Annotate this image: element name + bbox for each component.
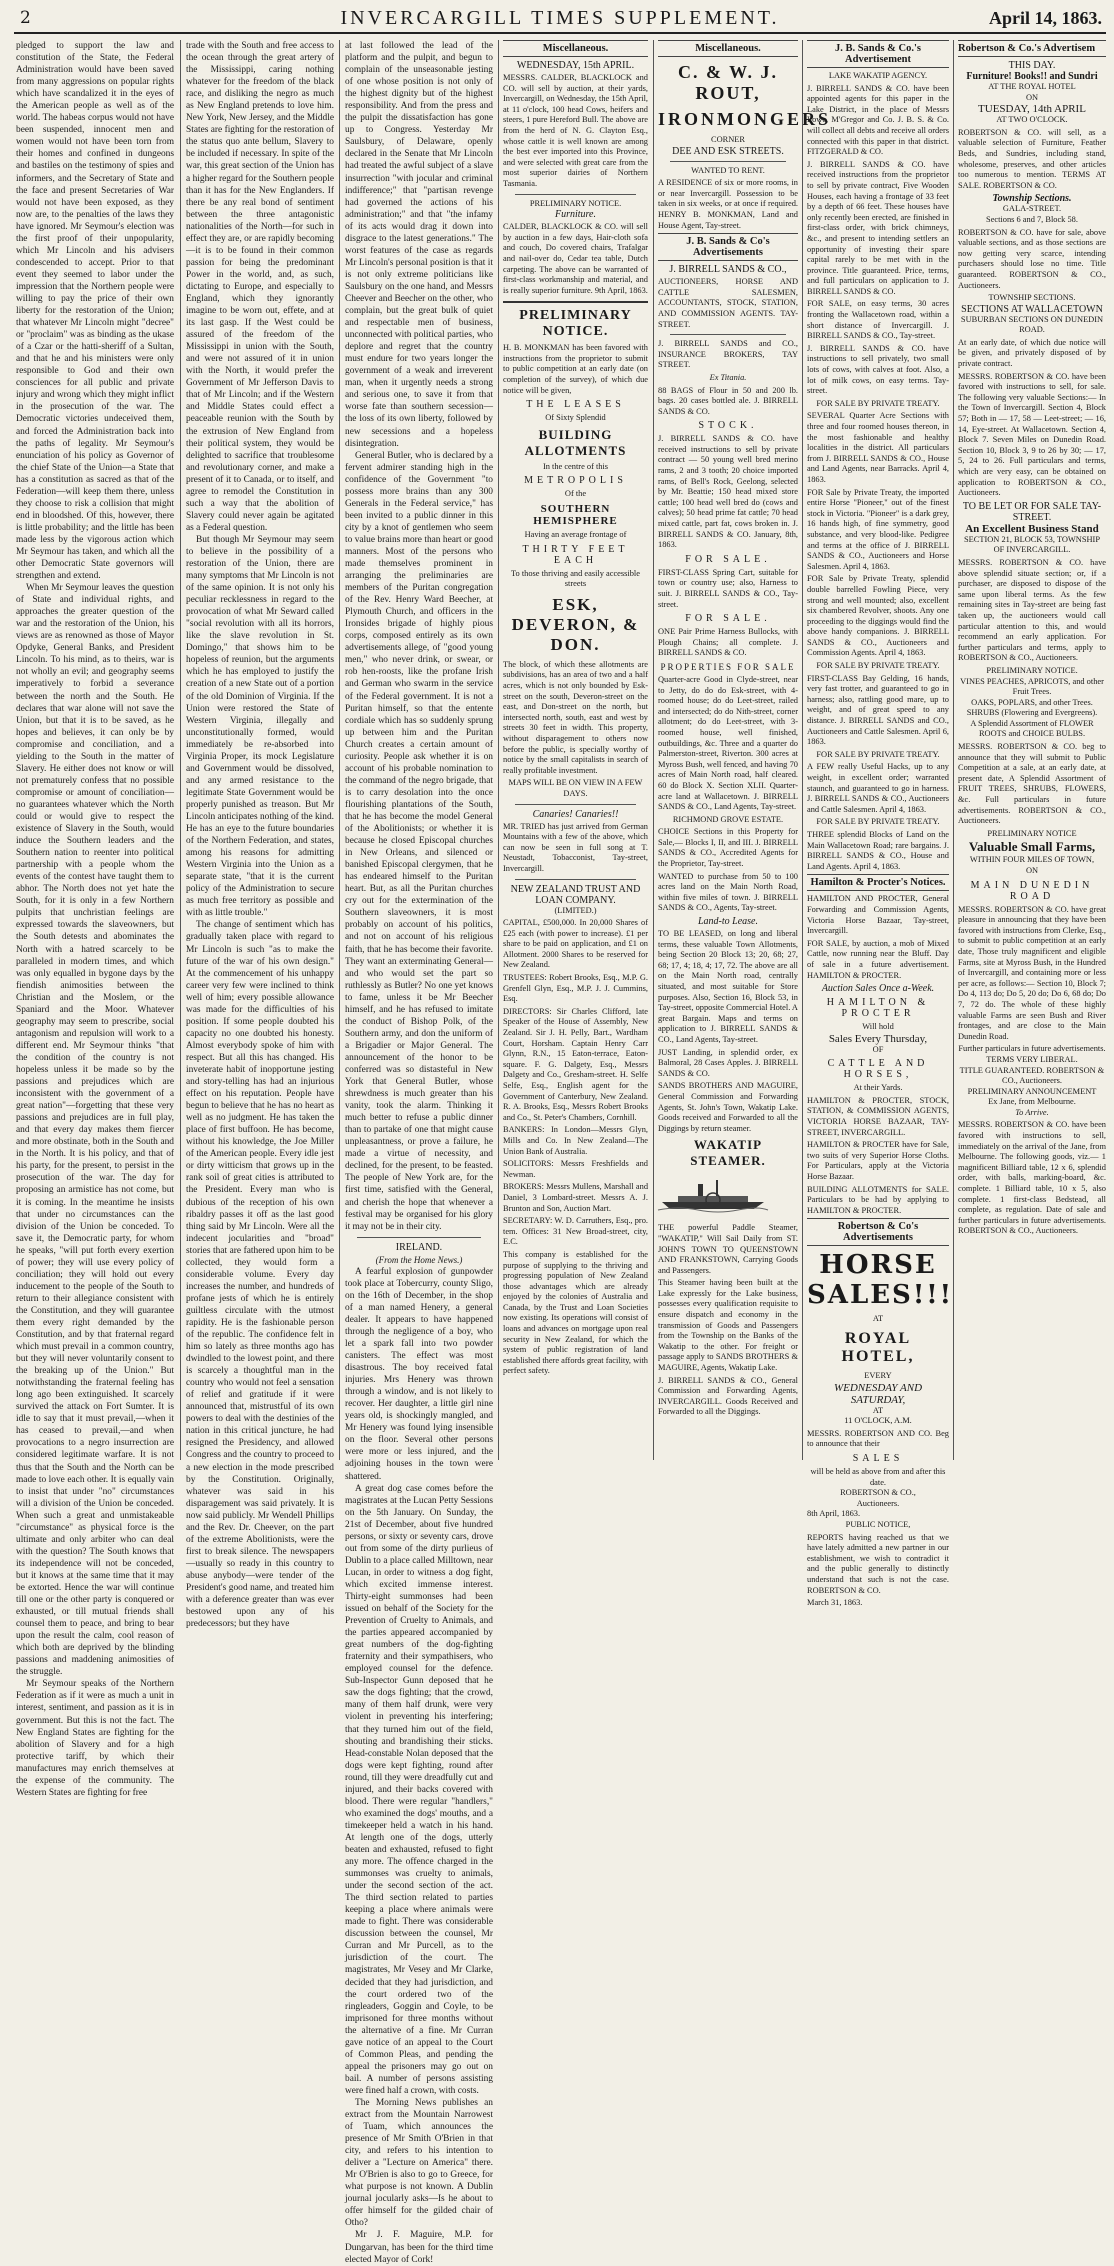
column-2 [186,40,334,1630]
ad-heading: SOUTHERN HEMISPHERE [533,503,618,528]
ad-line: OF [872,1044,884,1054]
column-rule [953,40,954,1460]
ad-text: HAMILTON AND PROCTER, General Forwarding and Commission Agents, Victoria Horse Bazaar, Tay-street, Invercargill. [807,894,949,936]
ad-heading: LAKE WAKATIP AGENCY. [828,71,928,80]
ad-heading: An Excellent Business Stand [965,522,1099,535]
column-3 [345,40,493,2265]
ad-line: AT [872,1405,884,1415]
ad-heading: C. & W. J. ROUT, [677,62,778,103]
paragraph: The Morning News publishes an extract from the Mountain Narrowest of Tuam, which announces the presence of Mr Smith O'Brien in that city, and refers to his intention to deliver a "Lecture on America" there. Mr O'Brien is also to go to Greece, for what purpose is not known. A Dublin journal jocularly asks—Is he about to offer himself for the gilded chair of Otho? [345,2097,493,2229]
section-heading: Miscellaneous. [503,40,648,57]
ad-text: SOLICITORS: Messrs Freshfields and Newman. [503,1159,648,1179]
ad-text: CHOICE Sections in this Property for Sale,— Blocks I, II, and III. J. BIRRELL SANDS & CO., Accredited Agents for the Proprietor, Tay-street. [658,827,798,869]
ad-text: JUST Landing, in splendid order, ex Balmoral, 28 Cases Apples. J. BIRRELL SANDS & CO. [658,1047,798,1078]
notice-heading: PRELIMINARY NOTICE. [519,308,632,340]
paragraph: Mr Seymour speaks of the Northern Federation as if it were as much a unit in interest, sentiment, and passion as it is in government. But this is not the fact. The New England States are fighting for the abolition of Slavery and for a high protective tariff, by which their manufactures may enrich themselves at the expense of the community. The Western States are fighting for free [16,1679,174,1798]
column-6 [807,40,954,1608]
ad-heading: CATTLE AND HORSES, [827,1058,929,1081]
ad-line: (LIMITED.) [554,905,597,915]
ad-text: ROBERTSON & CO. have for sale, above valuable sections, and as those sections are now getting very scarce, intending purchasers should lose no time. Title guaranteed. ROBERTSON & CO., Auctioneers. [958,227,1106,290]
ad-heading: SALES [852,1452,904,1464]
column-7 [958,40,1106,1460]
divider [515,879,636,880]
ad-text: FOR Sale by Private Treaty, splendid double barrelled Fowling Piece, very strong and well mounted; also, excellent six chambered Revolver, shoots. Any one proceeding to the diggings would find the above handy companions. J. BIRRELL SANDS & CO., Auctioneers and Commission Agents. April 4, 1863. [807,574,949,658]
ad-heading: FOR SALE. [685,553,771,565]
ad-heading: WEDNESDAY AND SATURDAY, [833,1381,923,1406]
ad-text: FIRST-CLASS Spring Cart, suitable for town or country use; also, Harness to suit. J. BIRRELL SANDS & CO., Tay-street. [658,567,798,609]
ad-heading: J. BIRRELL SANDS & CO., [669,264,787,276]
ad-heading: METROPOLIS [524,475,627,487]
ad-heading: FOR SALE BY PRIVATE TREATY. [816,749,940,759]
ad-text: WANTED to purchase from 50 to 100 acres land on the Main North Road, within five miles of town. J. BIRRELL SANDS & CO., Agents, Tay-street. [658,871,798,913]
ad-heading: PRELIMINARY NOTICE [987,828,1077,838]
ad-text: ROBERTSON & CO. will sell, as a valuable selection of Furniture, Feather Beds, and Sundries, including stand, wholesome, preserves, and other articles too numerous to mention. TERMS AT SALE. ROBERTSON & CO. [958,127,1106,190]
ad-line: MAPS WILL BE ON VIEW IN A FEW DAYS. [508,778,643,798]
column-rule [180,40,181,1460]
ad-text: A FEW really Useful Hacks, up to any weight, in excellent order; warranted staunch, and guaranteed to go in harness. J. BIRRELL SANDS & CO., Auctioneers and Cattle Salesmen. April 4, 1863. [807,762,949,814]
ad-text: MESSRS. ROBERTSON & CO. beg to announce that they will submit to Public Competition at a sale, at an early date, at present date, A Splendid Assortment of FRUIT TREES, SHRUBS, FLOWERS, &c. Full particulars in future advertisements. ROBERTSON & CO., Auctioneers. [958,742,1106,826]
ad-line: OAKS, POPLARS, and other Trees. [971,697,1093,707]
ad-heading: SUBURBAN SECTIONS ON DUNEDIN ROAD. [960,314,1104,335]
ad-heading: FOR SALE. [685,613,771,625]
ad-heading: PRELIMINARY ANNOUNCEMENT [967,1086,1097,1096]
ad-text: HAMILTON & PROCTER have for Sale, two suits of very Superior Horse Cloths. For Particulars, apply at the Victoria Horse Bazaar. [807,1140,949,1182]
column-rule [802,40,803,1460]
ad-text: TRUSTEES: Robert Brooks, Esq., M.P. G. Grenfell Glyn, Esq., M.P. J. J. Cummins, Esq. [503,973,648,1004]
ad-text: This company is established for the purpose of supplying to the thriving and progressing population of New Zealand those advantages which are already enjoyed by the colonies of Australia and Canada, by the Trust and Loan Societies now existing. Its operations will consist of loans and advances on mortgage upon real security in New Zealand, for which the system of public registration of land established there affords great facility, with perfect safety. [503,1249,648,1376]
ad-text: FOR SALE, on easy terms, 30 acres fronting the Wallacetown road, within a short distance of Invercargill. J. BIRRELL SANDS & CO., Tay-street. [807,299,949,341]
ad-text: HAMILTON & PROCTER, STOCK, STATION, & COMMISSION AGENTS, VICTORIA HORSE BAZAAR, TAY-STREET, INVERCARGILL. [807,1095,949,1137]
divider [357,1237,481,1238]
ad-line: WITHIN FOUR MILES OF TOWN, [969,855,1095,865]
ad-heading: PROPERTIES FOR SALE [660,661,796,672]
ad-text: J. BIRRELL SANDS & CO. have received instructions to sell by private contract — 50 young well bred merino rams, 2 and 3 tooth; 20 choice imported rams, of Bell's Rock, Geelong, selected by Mr. Beattie; 150 head mixed store cattle; 100 head well bred do (cows and calves); 50 head prime fat cattle; 70 head mixed cattle, part fat, cows broken in. J. BIRRELL SANDS & CO. January, 8th, 1863. [658,434,798,550]
ad-text: The block, of which these allotments are subdivisions, has an area of two and a half acres, which is not only bounded by Esk-street on the south, Deveron-street on the east, and Don-street on the north, but intersected north, south, east and west by streets 30 feet in width. This property, without disparagement to others now before the public, is specially worthy of notice by the small capitalists in search of really profitable investment. [503,659,648,775]
ad-heading: WAKATIP STEAMER. [690,1137,766,1169]
ad-text: MESSRS. CALDER, BLACKLOCK and CO. will sell by auction, at their yards, Invercargill, on Wednesday, the 15th April, at 11 o'clock, 100 head Cows, heifers and steers, 1 pure Hereford Bull. The above are from the herd of N. G. Clayton Esq., whose cattle it is well known are among the best ever imported into this Province, and were selected with great care from the most superior dairies of Northern Tasmania. [503,73,648,188]
newspaper-title: INVERCARGILL TIMES SUPPLEMENT. [340,7,780,29]
ad-heading: Valuable Small Farms, [968,839,1096,855]
ad-text: FOR SALE, by auction, a mob of Mixed Cattle, now running near the Bluff. Day of sale in a future advertisement. HAMILTON & PROCTER. [807,938,949,980]
ad-text: CALDER, BLACKLOCK & CO. will sell by auction in a few days, Hair-cloth sofa and couch, Do covered chairs, Trafalgar and nail-over do, Cedar tea table, Dutch carpeting. The above can be warranted of first-class workmanship and material, and is really superior furniture. 9th April, 1863. [503,222,648,295]
ad-line: Ex Titania. [709,372,747,382]
ad-text: BANKERS: In London—Messrs Glyn, Mills and Co. In New Zealand—The Union Bank of Australia. [503,1125,648,1156]
column-4 [503,40,648,1460]
ad-heading: PUBLIC NOTICE, [845,1519,911,1529]
ad-text: REPORTS having reached us that we have lately admitted a new partner in our establishment, we wish to contradict it and the public generally to distinctly understand that such is not the case. ROBERTSON & CO. [807,1532,949,1595]
ad-text: J. BIRRELL SANDS and CO., INSURANCE BROKERS, TAY STREET. [658,339,798,370]
ad-text: SEVERAL Quarter Acre Sections with three and four roomed houses thereon, in the most fashionable and healthy localities in the district. All particulars from J. BIRRELL SANDS & CO., House and Land Agents, near Barracks. April 4, 1863. [807,411,949,484]
ad-line: EVERY [864,1371,892,1380]
column-5 [658,40,832,1460]
section-heading: J. B. Sands & Co's Advertisements [658,233,798,261]
ad-text: A RESIDENCE of six or more rooms, in or near Invercargill. Possession to be taken in six weeks, or at once if required. HENRY B. MONKMAN, Land and House Agent, Tay-street. [658,178,798,230]
ad-line: To Arrive. [1015,1107,1049,1117]
ad-heading: FOR SALE BY PRIVATE TREATY. [816,661,940,671]
ad-text: FOR Sale by Private Treaty, the imported entire Horse "Pioneer," out of the finest stock in Victoria. "Pioneer" is a dark grey, 16 hands high, of fine symmetry, good substance, and very blood-like. Pedigree and terms at the office of J. BIRRELL SANDS & CO., Auctioneers and Horse Salesmen. April 4, 1863. [807,487,949,571]
ad-heading: Auction Sales Once a-Week. [821,983,935,995]
sale-date: WEDNESDAY, 15th APRIL. [516,60,635,71]
notice-heading: PRELIMINARY NOTICE. [529,198,622,208]
ad-heading: ROYAL HOTEL, [841,1330,915,1365]
paragraph: at last followed the lead of the platform and the pulpit, and begun to complain of the unseasonable jesting of one whose position is not only of the highest dignity but of the highest responsibility. And from the press and the pulpit the dissatisfaction has gone up to Congress. Yesterday Mr Saulsbury, of Delaware, openly declared in the Senate that Mr Lincoln had treated the awful subject of a slave insurrection "with jocular and criminal indifference;" that "partisan revenge had governed the actions of his administration;" and that "the infamy of its acts would drag it down into disgrace to the latest generations." The worst features of the case as regards Mr Lincoln's personal position is that it is not only extreme politicians like Saulsbury on the one hand, and Messrs Cheever and Beecher on the other, who complain, but the great bulk of quiet and respectable men of business, unconnected with political parties, who deplore and regret that the country must endure for two years longer the government of a weak and irreverent man, when it urgently needs a strong and serious one, to save it from that worse fate than southern secession—the loss of its own liberty, followed by new secessions and a hopeless disintegration. [345,41,493,449]
ad-line: 8th April, 1863. [807,1509,861,1519]
ad-heading: Sales Every Thursday, [828,1032,928,1045]
ad-heading: WANTED TO RENT. [691,165,765,175]
ad-heading: Land-to Lease. [698,916,758,928]
section-heading: Robertson & Co's Advertisements [807,1218,949,1246]
issue-date: April 14, 1863. [988,8,1102,28]
column-rule [498,40,499,1460]
ad-heading: FOR SALE BY PRIVATE TREATY. [816,398,940,408]
notice-subheading: Furniture. [554,209,596,221]
divider [515,194,636,195]
ad-heading: Township Sections. [992,193,1072,205]
page-number: 2 [20,8,31,28]
ad-text: THREE splendid Blocks of Land on the Main Wallacetown Road; rare bargains. J. BIRRELL SANDS & CO., House and Land Agents. April 4, 1863. [807,829,949,871]
ad-line: Having an average frontage of [524,530,627,540]
section-heading: J. B. Sands & Co.'s Advertisement [807,40,949,68]
ad-text: FIRST-CLASS Bay Gelding, 16 hands, very fast trotter, and guaranteed to go in harness; also, rattling good mare, up to weight, and of great speed to any distance. J. BIRRELL SANDS and CO., Auctioneers and Cattle Salesmen. April 6, 1863. [807,673,949,747]
ad-line: Sections 6 and 7, Block 58. [986,214,1078,224]
ad-text: J. BIRRELL SANDS & CO. have instructions to sell privately, two small lots of cows, with calves at foot. Also, a lot of milk cows, on easy terms. Tay-street. [807,343,949,396]
ad-text: This Steamer having been built at the Lake expressly for the Lake business, possesses every qualification requisite to ensure dispatch and economy in the transmission of Goods and Passengers from the Township on the Banks of the Wakatip to the other. For freight or passage apply to SANDS BROTHERS & MAGUIRE, Agents, Wakatip Lake. [658,1278,798,1373]
ad-text: MESSRS. ROBERTSON AND CO. Beg to announce that their [807,1428,949,1449]
ad-text: CAPITAL, £500,000. In 20,000 Shares of £25 each (with power to increase). £1 per share to be paid on application, and £1 on Allotment. 2000 Shares to be reserved for New Zealand. [503,918,648,970]
ad-heading: TOWNSHIP SECTIONS. [988,293,1076,303]
ad-text: J. BIRRELL SANDS & CO., General Commission and Forwarding Agents, INVERCARGILL. Goods Received and Forwarded to all the Diggings. [658,1375,798,1417]
paragraph: General Butler, who is declared by a fervent admirer standing high in the confidence of the Government "to possess more brains than any 300 Generals in the Federal service," has been invited to a public dinner in this city by a knot of gentlemen who seem to value brains more than heart or good manners. Most of the persons who made themselves prominent in arranging the preliminaries are members of the Puritan congregation of the Rev. Henry Ward Beecher, at Plymouth Church, and officers in the Ironsides brigade of highly pious corps, composed entirely as its own advertisements allege, of "good young men," who never drink, or swear, or rob hen-roosts, like the profane Irish and German who swarm in the service of the Federal government. It is not a Puritan himself, so that the entente cordiale which has so suddenly sprung up between him and the Puritan Church creates a certain amount of curiosity. People ask whether it is on account of his probable nomination to the command of the negro brigade, that is to carry desolation into the once flourishing plantations of the South, that he has become the model General of the Abolitionists; or whether it is because he closed Episcopal churches in New Orleans, and silenced or banished Episcopal clergymen, that he has endeared himself to the Puritan heart. But, as all the Puritan churches cry out for the extermination of the Southern slaveowners, it is most probably on account of his politics, and not on account of his religious faith, that he has become their favorite. They want an exterminating General—and who would set the part so ruthlessly as Butler? No one yet knows to fame, unless it be Mr Beecher himself, and he has refused to imitate the conduct of Bishop Polk, of the Southern army, and don the uniform of a Brigadier or Major General. The announcement of the honor to be conferred was so distasteful in New York that General Butler, whose shrewdness is much greater than his vanity, took the alarm. Thinking it much better to refuse a public dinner than to partake of one that might cause unpleasantness, or prove a failure, he made a virtue of necessity, and declined, for the present, to be feasted. The people of New York are, for the first time, satisfied with the General, and cherish the hope that whenever a festival may be organised for his glory it may not be in their city. [345,450,493,1232]
ireland-source: (From the Home News.) [375,1254,463,1265]
divider [670,334,786,335]
paragraph: Mr J. F. Maguire, M.P. for Dungarvan, has been for the third time elected Mayor of Cork! [345,2230,493,2265]
ad-line: ON [1025,92,1039,102]
ad-heading: SECTIONS AT WALLACETOWN [961,303,1103,315]
ad-text: ONE Pair Prime Harness Bullocks, with Plough Chains; all complete. J. BIRRELL SANDS & CO. [658,627,798,658]
ad-line: Ex Jane, from Melbourne. [988,1097,1076,1107]
ad-heading: THIS DAY. [1008,60,1056,71]
ad-line: A Splendid Assortment of FLOWER ROOTS and CHOICE BULBS. [970,718,1094,739]
ad-line: Will hold [862,1022,894,1032]
ad-heading: FOR SALE BY PRIVATE TREATY. [816,817,940,827]
ad-text: SANDS BROTHERS AND MAGUIRE, General Commission and Forwarding Agents, St. John's Town, Wakatip Lake. Goods received and Forwarded to all the Diggings by return steamer. [658,1081,798,1133]
section-heading: Robertson & Co.'s Advertisem [958,40,1106,57]
ad-text: 88 BAGS of Flour in 50 and 200 lb. bags. 20 cases bottled ale. J. BIRRELL SANDS & CO. [658,385,798,416]
ad-text: MR. TRIED has just arrived from German Mountains with a few of the above, which can now be seen in full song at T. Neustadt, Tobacconist, Tay-street, Invercargill. [503,821,648,873]
masthead [14,6,1106,34]
ad-line: CORNER [711,135,745,144]
ad-heading: STOCK. [698,420,758,432]
ad-heading: HORSE SALES!!! [807,1250,954,1311]
ad-line: will be held as above from and after this date. [810,1466,946,1487]
ad-heading: THIRTY FEET EACH [522,543,629,566]
ad-line: ROBERTSON & CO., [840,1488,916,1498]
ad-text: BUILDING ALLOTMENTS for SALE. Particulars to be had by applying to HAMILTON & PROCTER. [807,1184,949,1215]
divider [503,301,648,303]
ad-heading: RICHMOND GROVE ESTATE. [672,814,784,824]
leases-heading: THE LEASES [526,399,625,411]
paragraph: trade with the South and free access to the ocean through the great artery of the Mississippi, caring nothing whatever for the freedom of the black race, and disliking the negro as much as New England pretends to love him. New York, New Jersey, and the Middle States are fighting for the restoration of the status quo ante bellum, Slavery to be included if necessary. In spite of the war, this great section of the Union has a higher regard for the Southern people than it has for the New Englanders. If there be any real bond of sentiment between the three antagonistic nationalities of the North—for such in effect they are, or are rapidly becoming—it is to be found in their common passion for being the predominant Power in the world, and, as such, dictating to Europe, and especially to England, which they ignorantly imagine to be worn out, effete, and at its last gasp. If the West could be assured of the freedom of the Mississippi in union with the South, and were not assured of it in union with the North, it would prefer the Government of Mr Jefferson Davis to that of Mr Lincoln; and if the Western and Middle States could effect a peaceable reunion with the South by the extrusion of New England from their political system, they would be delighted to sacrifice that troublesome and revolutionary corner, and make a present of it to Canada, or to itself, and agree to remodel the Constitution in such a way that the abolition of Slavery could never again be agitated as a Federal question. [186,41,334,533]
column-rule [653,40,654,1460]
ad-line: 11 O'CLOCK, A.M. [844,1416,912,1426]
ad-text: MESSRS. ROBERTSON & CO. have great pleasure in announcing that they have been favored with instructions from Clerke, Esq., to submit to public competition at an early date, Those truly magnificent and eligible Farms, site at Myross Bush, in the Hundred of Invercargill, and containing more or less per acre, as follows:— Section 10, Block 7; Do 4, 113 do; Do 5, 20 do; Do 6, 68 do; Do 7, 72 do. The whole of these highly valuable Farms are seen Bush and River frontages, and are close to the Main Dunedin Road. [958,904,1106,1041]
paragraph: pledged to support the law and constitution of the State, the Federal Administration would have been saved from many aggressions on popular rights which have scandalized it in the eyes of the American people as well as of the world. The habeas corpus would not have been suspended, innocent men and women would not have been torn from their homes and confined in dungeons and bastiles on the testimony of spies and informers, and the Secretary of State and the face and present Secretaries of War would not have been exposed, as they now are, to the penalties of the laws they have ignored. Mr Seymour's election was the first proof of their unpopularity, which Mr Lincoln and his advisers condescended to accept. Prior to that event they seemed to labor under the impression that the Northern people were willing to pay the price of their own liberty for the restoration of the Union; that whatever Mr Lincoln might "decree" or "proclaim" was as binding as the ukase of a Czar or the hatti-sheriff of a Sultan, and that he and his ministers were only responsible to God and their own consciences for all public and private injury and wrong which they might inflict in the prosecution of the war. The Democratic victories undeceived them, and forced the Administration back into the paths of legality. Mr Seymour's enunciation of his policy as Governor of the chief State of the Union—a State that has a constitution as sacred as that of the Federation—will keep them there, unless they choose to risk a collision that might end in bloodshed. Of this, however, there is little probability; and the little has been made less by the vigorous action which Mr Seymour has taken, and which all the other Democratic State governors will strengthen and extend. [16,41,174,582]
ad-line: Further particulars in future advertisements. [958,1044,1106,1054]
ad-text: Quarter-acre Good in Clyde-street, near to Jetty, do do do Esk-street, with 4-roomed house; do do Leet-street, railed and intersected; do do Nith-street, corner allotment; do do Leet-street, with 3-roomed house, well finished, outbuildings, &c. Three and a quarter do Palmerston-street, Riverton. 300 acres at Myross Bush, well fenced, and having 70 acres of Main North road, half cleared. 60 do Block X. Section XLII. Quarter-acre land at Wallacetown. J. BIRRELL SANDS & CO., Land Agents, Tay-street. [658,674,798,812]
ad-line: Auctioneers. [856,1498,900,1508]
ad-text: THE powerful Paddle Steamer, "WAKATIP," Will Sail Daily from ST. JOHN'S TOWN TO QUEENSTOWN AND FRANKSTOWN, Carrying Goods and Passengers. [658,1223,798,1275]
ad-text: MESSRS. ROBERTSON & CO. have above splendid situate section; or, if a purchaser, are disposed to dispose of the same upon liberal terms. As the few remaining sites in Tay-street are being fast taken up, the auctioneers would call particular attention to this, and would recommend an early application. For further particulars and terms, apply to ROBERTSON & CO., Auctioneers. [958,557,1106,663]
ad-line: March 31, 1863. [807,1598,863,1608]
ad-line: AT [872,1314,884,1324]
section-heading: Hamilton & Procter's Notices. [807,874,949,891]
ad-line: VINES PEACHES, APRICOTS, and other Fruit Trees. [960,676,1104,697]
ad-line: GALA-STREET. [1002,204,1062,214]
ad-text: SECRETARY: W. D. Carruthers, Esq., pro. tem. Offices: 31 New Broad-street, city, E.C. [503,1216,648,1247]
section-heading: Miscellaneous. [658,40,798,57]
ad-text: BROKERS: Messrs Mullens, Marshall and Daniel, 3 Lombard-street. Messrs A. J. Brunton and Son, Auction Mart. [503,1182,648,1213]
ad-line: TITLE GUARANTEED. ROBERTSON & CO., Auctioneers. [959,1065,1105,1086]
ad-heading: HAMILTON & PROCTER [826,997,930,1020]
paragraph: The change of sentiment which has gradually taken place with regard to Mr Lincoln is such "as to make the future of the war of his own design." At the commencement of his unhappy career very few were inclined to think well of him; every possible allowance was made for the difficulties of his position. If some people doubted his capacity no one doubted his honesty. Almost everybody spoke of him with respect. But all this has changed. His inveterate habit of inopportune jesting and story-telling has had an injurious effect on his reputation. People have begun to believe that he has no heart as well as no judgment. He has taken the place of first buffoon. He has become, without his knowledge, the Joe Miller of the American people. Every idle jest or dirty witticism that grows up in the rank soil of great cities is attributed to the President. Every man who is dubious of the reception of his own ribaldry passes it off as the last good thing said by Mr Lincoln. Were all the indecent jocularities and "broad" stories that are fathered upon him to be collected, they would form a considerable volume. Every day increases the number, and hundreds of profane jests of which he is entirely guiltless circulate with the utmost rapidity. He is the fashionable person of the republic. The confidence felt in him so lately as three months ago has dwindled to the lowest point, and there is scarcely a thoughtful man in the country who would not feel a sensation of relief and gratitude if it were announced that, mistrustful of its own powers to deal with the destinies of the nation in this critical juncture, he had resigned the Presidency, and allowed Congress and the country to proceed to a new election in the mode prescribed by the Constitution. Originally, whatever was said in his disparagement was said privately. It is now said publicly. Mr Wendell Phillips and the Rev. Dr. Cheever, on the part of the extreme Abolitionists, were the first to break silence. The newspapers—usually so ready in this country to abuse anybody—were tender of the President's good name, and treated him with a deference greater than was ever bestowed upon any of his predecessors; but they have [186,920,334,1630]
ad-text: TO BE LEASED, on long and liberal terms, these valuable Town Allotments, being Section 20 Block 13; 20, 68; 27, 68; 17, 4; 18, 4; 17, 72. The above are all on the Main North road, centrally situated, and most suitable for Store purposes. Also, Section 16, Block 53, in Tay-street, opposite Commercial Hotel. A great Bargain. Maps and terms on application to J. BIRRELL SANDS & CO., Land Agents, Tay-street. [658,929,798,1044]
ad-heading: BUILDING ALLOTMENTS [524,426,627,458]
ad-heading: MAIN DUNEDIN ROAD [970,879,1094,902]
ad-text: J. BIRRELL SANDS & CO. have been appointed agents for this paper in the Lake District, in the place of Messrs Lowe, M'Gregor and Co. J. B. S. & Co. will collect all debts and receive all orders connected with this paper in that district. FITZGERALD & CO. [807,83,949,157]
ad-line: Of the [564,489,587,499]
ad-line: Of Sixty Splendid [545,413,606,423]
steamer-illustration [658,1176,768,1212]
ad-line: AT THE ROYAL HOTEL [988,82,1076,91]
ad-text: MESSRS. ROBERTSON & CO. have been favored with instructions to sell, for sale. The following very valuable Sections:— In the Town of Invercargill. Section 4, Block 57; Both in — 17, 58 — Leet-street; — 16, 14, Eye-street. At Wallacetown. Section 4, Block 7. Seven Miles on Dunedin Road. Section 10, Block 3, 9 to 26 by 30; — 17, 5, 24 to 26. Full particulars and terms, which are very easy, can be obtained on application to ROBERTSON & CO., Auctioneers. [958,371,1106,498]
ad-heading: ESK, DEVERON, & DON. [511,594,640,654]
ad-heading: Furniture! Books!! and Sundri [966,71,1098,82]
ad-text: MESSRS. ROBERTSON & CO. have been favored with instructions to sell, immediately on the arrival of the Jane, from Melbourne. The following goods, viz.— 1 magnificent Billiard table, 12 x 6, splendid order, with balls, marking-board, &c. complete. 1 Billiard table, 10 x 5, also complete. 1 first-class Bedstead, all complete, as regulation. Date of sale and further particulars in future advertisements. ROBERTSON & CO., Auctioneers. [958,1120,1106,1236]
ad-text: AUCTIONEERS, HORSE AND CATTLE SALESMEN, ACCOUNTANTS, STOCK, STATION, AND COMMISSION AGENTS. TAY-STREET. [658,277,798,329]
ad-line: At their Yards. [853,1083,903,1093]
ad-heading: TO BE LET OR FOR SALE TAY-STREET. [962,500,1102,523]
ad-text: J. BIRRELL SANDS & CO. have received instructions from the proprietor to sell by private contract, Five Wooden Houses, each having a frontage of 33 feet by a depth of 66 feet. These houses have only recently been erected, are finished in first-class order, with brick chimneys, &c., and present to intending settlers an opportunity of investing their spare capital rarely to be met with in the province. Title guaranteed. Price, terms, and full particulars on application to J. BIRRELL SANDS & CO. [807,159,949,296]
ad-heading: TUESDAY, 14th APRIL [978,103,1086,116]
ad-line: To those thriving and easily accessible streets [511,568,640,589]
ad-heading: IRONMONGERS [658,109,832,129]
ad-text: At an early date, of which due notice will be given, and privately disposed of by private contract. [958,337,1106,369]
ad-text: H. B. MONKMAN has been favored with instructions from the proprietor to submit to public competition at an early date (on completion of the survey), of which due notice will be given, [503,343,648,395]
paragraph: A fearful explosion of gunpowder took place at Tobercurry, county Sligo, on the 16th of December, in the shop of a man named Henery, a general dealer. It appears to have happened through the negligence of a boy, who let a spark fall into two powder canisters. The effect was most disastrous. The boy received fatal injuries. Mrs Henery was thrown through a window, and is not likely to recover. Her daughter, a little girl nine years old, is shockingly mangled, and Mr Henery was found lying insensible on the floor. Several other persons were more or less injured, and the adjoining houses in the town were shattered. [345,1266,493,1482]
paragraph: But though Mr Seymour may seem to believe in the possibility of a restoration of the Union, there are many symptoms that Mr Lincoln is not of the same opinion. It is not only his peculiar recklessness in regard to the provocation of what Mr Seward called "social revolution with all its horrors, like the slave revolution in St. Domingo," that shows him to be hopeless of reunion, but the arguments which he has employed to justify the creation of a new State out of a portion of the old Dominion of Virginia. If the Union were restored the State of Western Virginia, illegally and unconstitutionally formed, would immediately be re-absorbed into Virginia Proper, its mock Legislature and Government would be dissolved, and any armed resistance to the legitimate State Government would be properly punished as treason. But Mr Lincoln anticipates nothing of the kind. He has an eye to the future boundaries of the Northern Federation, and states, among his reasons for admitting Western Virginia into the Union as a separate state, "that it is the current policy of the Administration to secure as much free territory as possible and with as little trouble." [186,534,334,919]
ad-heading: DEE AND ESK STREETS. [672,145,784,157]
paragraph: When Mr Seymour leaves the question of State and individual rights, and approaches the greater question of the war and the restoration of the Union, his views are as renowned as those of Mayor Opdyke, General Banks, and President Lincoln. To his mind, as to theirs, war is not wholly an evil; and geography seems imperatively to forbid a severance between the north and the South. He declares that war alone will not save the Union, but that it is to be saved, as he hopes and believes, it can only be by compromise and conciliation, and a yielding to the South in the matter of Slavery. He either does not know or will not prematurely confess that no possible compromise or amount of conciliation—no guarantees whatever which the North could or would give to respect the existence of Slavery in the South, would induce the Southern leaders and the Southern nation to reenter into political partnership with a people whom the events of the contest have taught them to abhor. The North does not yet hate the South, for it is only in a few Northern pulpits that unchristian feelings are expressed towards the slaveowners, but the South detests and abominates the North with a hatred scarcely to be paralleled in modern times, and which was only equalled in bygone days by the fiendish animosities between the Christian and the Moslem, or the Spaniard and the Moor. Whatever geography may seem to prescribe, social antagonism and repulsion will work to a different end. Mr Seymour thinks "that the condition of the country is not hopeless unless it be made so by the passions and prejudices which are inconsistent with the government of a great nation"—forgetting that these very passions and prejudices are in full play, and that every day makes them fiercer and more obstinate, both in the South and in the North. It is his policy, and that of his party, for the present, to persist in the prosecution of the war. The day for proposing an armistice has not come, but it is coming. In the meantime he insists that under no circumstances can the division of the Union be conceded. To save it, the Democratic party, for whom he speaks, "will put forth every exertion of power; they will use every policy of conciliation; they will hold out every inducement to the people of the South to return to their allegiance consistent with the Constitution, and they will guarantee them every right demanded by the Constitution, and by that fraternal regard which must prevail in a common country, but they will never voluntarily consent to the breaking up of the Union." But notwithstanding the fraternal feeling has long ago been extinguished. It scarcely survived the attack on Fort Sumter. It is idle to say that it must prevail,—when it has ceased to prevail,—and when provocations to a negro insurrection are considered legitimate warfare. It is not thus that the South and the North can be made to love each other. It is equally vain to insist that under "no" circumstances will a division of the Union be conceded. When such a great and unmistakeable "circumstance" as physical force is the ultimate and only arbiter who can deal with the question? The South knows that its independence will not be conceded, but it knows at the same time that it may be extorted. Hence the war will continue till one or the other party is conquered or exhausted, or till mutual friends shall counsel them to peace, and bring to bear upon the result the calm, cool reason of which both are deprived by the blinding passions and maddening animosities of the struggle. [16,583,174,1678]
paragraph: A great dog case comes before the magistrates at the Lucan Petty Sessions on the 5th January. On Sunday, the 21st of December, about five hundred persons, or sixty or seventy cars, drove out from some of the dirty purlieus of Dublin to a place called Milltown, near Lucan, in order to witness a dog fight, which excited immense interest. Thirty-eight summonses had been issued on behalf of the Society for the Prevention of Cruelty to Animals, and the parties appeared accompanied by great numbers of the dog-fighting fraternity and their sympathisers, who employed counsel for the defence. Sub-Inspector Gunn deposed that he saw the dogs fighting; that the crowd, many of them half drunk, were very violent in preventing his interfering; that they turned him out of the field, shouting and brandishing their sticks. Head-constable Nolan deposed that the dogs were kept fighting, round after round, till they were dreadfully cut and injured, and their backs covered with blood. There were regular "handlers," who examined the dogs' mouths, and a timekeeper held a watch in his hand. At length one of the dogs, utterly beaten and exhausted, refused to fight any more. The offence charged in the summonses was cruelty to animals, under the second section of the act. The third section related to parties keeping a place where animals were made to fight. There was considerable discussion between the counsel, Mr Curran and Mr Purcell, as to the jurisdiction of the court. The magistrates, Mr Vesey and Mr Clarke, decided that they had jurisdiction, and the court ordered two of the ringleaders, Goggin and Coyle, to be imprisoned for three months without the alternative of a fine. Mr Curran gave notice of an appeal to the Court of Common Pleas, and pending the appeal the prisoners may go out on bail. A number of persons assisting were fined half a crown, with costs. [345,1483,493,2096]
ad-heading: Canaries! Canaries!! [532,808,619,820]
divider [670,161,786,162]
ad-heading: PRELIMINARY NOTICE. [986,665,1078,675]
column-1 [16,40,174,1798]
column-rule [339,40,340,1460]
divider [515,804,636,805]
ad-text: DIRECTORS: Sir Charles Clifford, late Speaker of the House of Assembly, New Zealand. Sir J. H. Pelly, Bart., Wardham Court, Horsham. Captain Henry Carr Glynn, R.N., 15 Eaton-terrace, Eaton-square. F. G. Dalgety, Esq., Messrs Dalgety and Co., Gresham-street. H. Selfe Selfe, Esq., English agent for the Government of Canterbury, New Zealand. R. A. Brooks, Esq., Messrs Robert Brooks and Co., St. Peter's Chambers, Cornhill. [503,1006,648,1122]
ad-line: ON [1025,866,1039,875]
ad-heading: NEW ZEALAND TRUST AND LOAN COMPANY. [510,883,641,906]
ad-line: SECTION 21, BLOCK 53, TOWNSHIP OF INVERCARGILL. [963,534,1101,555]
ad-line: In the centre of this [542,461,609,471]
ad-line: SHRUBS (Flowering and Evergreens). [966,708,1098,718]
ad-line: AT TWO O'CLOCK. [996,115,1068,125]
ireland-heading: IRELAND. [395,1241,443,1253]
ad-heading: TERMS VERY LIBERAL. [986,1054,1078,1064]
